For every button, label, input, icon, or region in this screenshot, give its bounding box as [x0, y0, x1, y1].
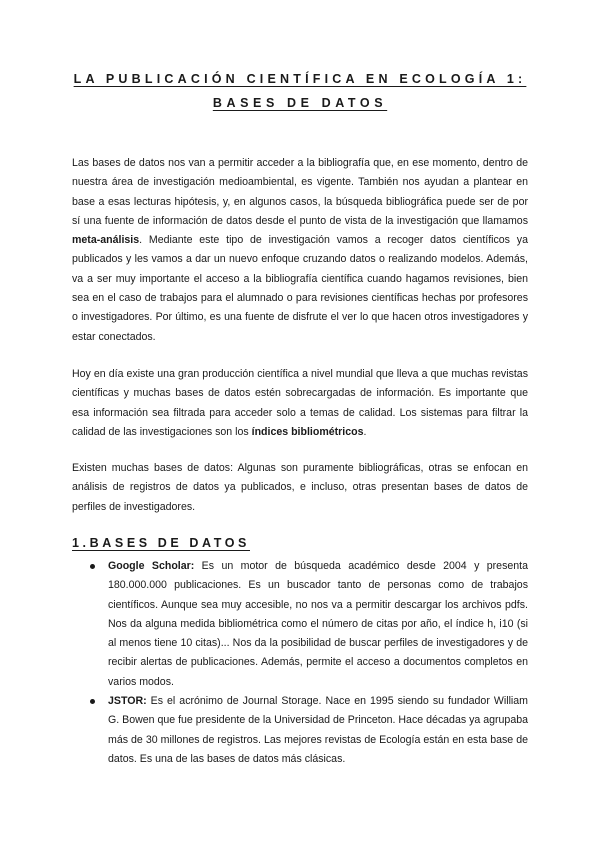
term-indices-bibliometricos: índices bibliométricos: [251, 425, 364, 438]
list-item-text: Es un motor de búsqueda académico desde 2004 y presenta 180.000.000 publicaciones. Es un buscador tanto de personas como de trabajos científicos. Aunque sea muy accesible, no nos va a permitir descargar los archivos pdfs. Nos da alguna medida bibliométrica como el número de citas por año, el índice h, i10 (si al menos tiene 10 citas)... Nos da la posibilidad de buscar perfiles de investigadores y de recibir alertas de publicaciones. Además, permite el acceso a documentos completos en varios modos.: [108, 560, 528, 688]
document-title-line-1: LA PUBLICACIÓN CIENTÍFICA EN ECOLOGÍA 1:: [73, 72, 527, 86]
section-heading: 1.BASES DE DATOS: [72, 536, 250, 550]
list-item-text: Es el acrónimo de Journal Storage. Nace en 1995 siendo su fundador William G. Bowen que fue presidente de la Universidad de Princeton. Hace décadas ya agrupaba más de 30 millones de registros. Las mejores revistas de Ecología están en esta base de datos. Es una de las bases de datos más clásicas.: [108, 695, 528, 765]
term-meta-analisis: meta-análisis: [72, 234, 140, 247]
paragraph-intro-text-end: . Mediante este tipo de investigación vamos a recoger datos científicos ya publicados y les vamos a dar un nuevo enfoque cruzando datos o realizando modelos. Además, va a ser muy importante el acceso a la bibliografía científica cuando hagamos revisiones, bien sea en el caso de trabajos para el alumnado o para revisiones científicas hechas por profesores o investigadores. Por último, es una fuente de disfrute el ver lo que hacen otros investigadores y estar conectados.: [72, 234, 528, 343]
paragraph-intro: [72, 154, 528, 347]
list-item-google-scholar: [90, 557, 528, 692]
paragraph-production-text-end: .: [363, 425, 367, 438]
bullet-icon: [90, 564, 95, 569]
list-item-jstor: [90, 692, 528, 769]
paragraph-production: [72, 365, 528, 442]
database-list: [90, 557, 528, 769]
paragraph-intro-text-start: Las bases de datos nos van a permitir acceder a la bibliografía que, en ese momento, dentro de nuestra área de investigación medioambiental, es vigente. También nos ayudan a plantear en base a esas lecturas hipótesis, y, en algunos casos, la búsqueda bibliográfica puede ser de por sí una fuente de información de datos desde el punto de vista de la investigación que llamamos: [72, 157, 528, 227]
list-item-label: JSTOR:: [108, 695, 147, 708]
paragraph-production-text-start: Hoy en día existe una gran producción científica a nivel mundial que lleva a que muchas revistas científicas y muchas bases de datos estén sobrecargadas de información. Es importante que esa información sea filtrada para acceder solo a temas de calidad. Los sistemas para filtrar la calidad de las investigaciones son los: [72, 368, 528, 438]
bullet-icon: [90, 699, 95, 704]
document-title-line-2: BASES DE DATOS: [212, 96, 388, 110]
list-item-label: Google Scholar:: [108, 560, 195, 572]
paragraph-database-types: Existen muchas bases de datos: Algunas son puramente bibliográficas, otras se enfocan en análisis de registros de datos ya publicados, e incluso, otras presentan bases de datos de perfiles de investigadores.: [72, 462, 528, 513]
